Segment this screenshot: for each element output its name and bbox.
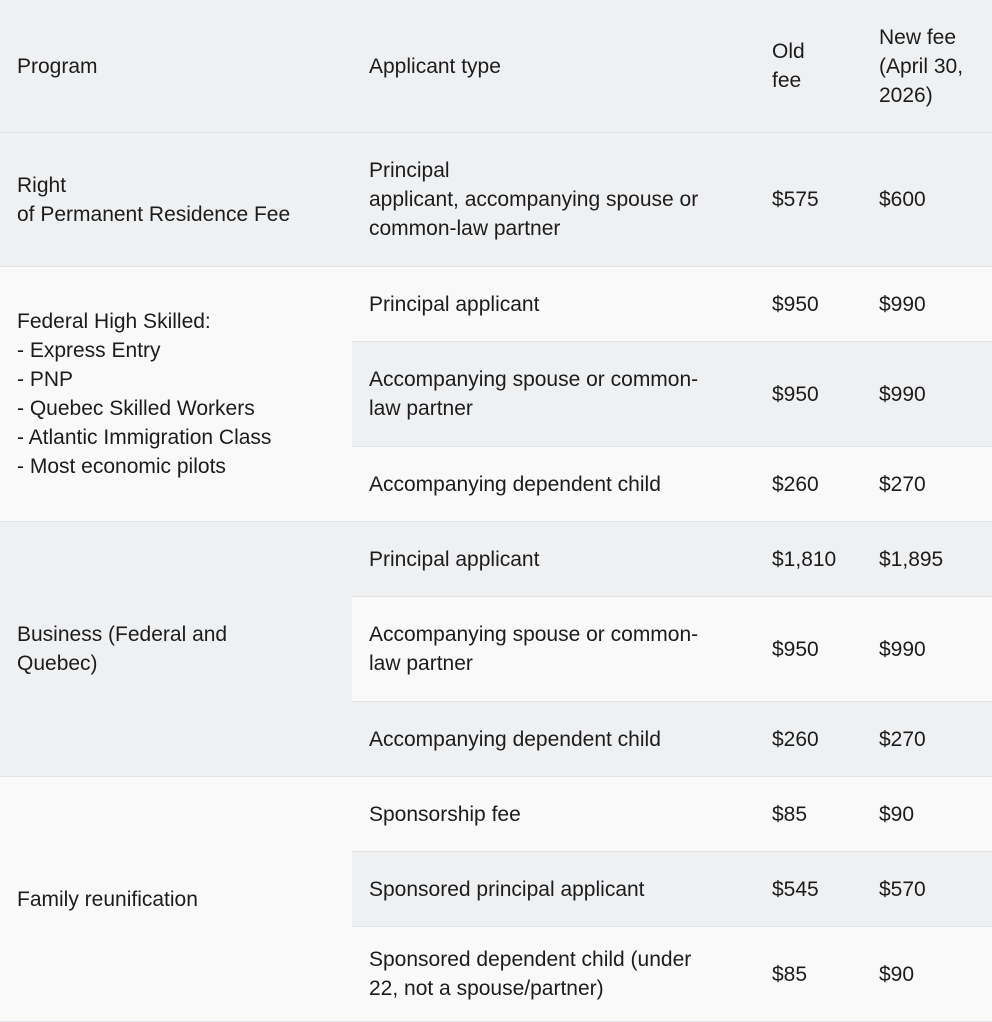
- header-new-fee-line: 2026): [879, 83, 933, 107]
- new-fee-cell: $570: [862, 852, 992, 927]
- applicant-type-cell: [352, 267, 755, 342]
- old-fee-cell: $260: [755, 447, 862, 522]
- program-text: Family reunification: [17, 887, 198, 911]
- applicant-type-text: Sponsored principal applicant: [369, 877, 645, 901]
- old-fee-cell: $260: [755, 702, 862, 777]
- header-program: Program: [0, 0, 352, 133]
- applicant-type-text: law partner: [369, 652, 473, 675]
- applicant-type-cell: [352, 133, 755, 267]
- program-text: - Most economic pilots: [17, 455, 226, 478]
- program-text: - Atlantic Immigration Class: [17, 426, 272, 449]
- applicant-type-cell: [352, 927, 755, 1022]
- table-row: [0, 267, 992, 342]
- applicant-type-cell: [352, 597, 755, 702]
- program-text: - PNP: [17, 368, 74, 391]
- new-fee-cell: $1,895: [862, 522, 992, 597]
- new-fee-cell: $270: [862, 702, 992, 777]
- old-fee-cell: $950: [755, 267, 862, 342]
- old-fee-cell: $85: [755, 927, 862, 1022]
- table-body: [0, 133, 992, 1022]
- new-fee-cell: $990: [862, 342, 992, 447]
- program-text: Business (Federal and: [17, 623, 228, 646]
- table-row: [0, 777, 992, 852]
- old-fee-cell: $85: [755, 777, 862, 852]
- program-cell: [0, 267, 352, 522]
- program-text: Quebec): [17, 652, 98, 675]
- header-applicant-type: Applicant type: [352, 0, 755, 133]
- old-fee-cell: $950: [755, 342, 862, 447]
- header-row: [0, 0, 992, 133]
- old-fee-cell: $575: [755, 133, 862, 267]
- header-old-fee-line: Old: [772, 40, 805, 63]
- applicant-type-text: Sponsorship fee: [369, 802, 521, 826]
- new-fee-cell: $270: [862, 447, 992, 522]
- new-fee-cell: $600: [862, 133, 992, 267]
- program-cell: [0, 522, 352, 777]
- program-text: - Quebec Skilled Workers: [17, 397, 255, 420]
- header-new-fee-line: (April 30,: [879, 54, 964, 78]
- header-new-fee-line: New fee: [879, 25, 957, 49]
- table-row: [0, 133, 992, 267]
- old-fee-cell: $1,810: [755, 522, 862, 597]
- applicant-type-text: Principal applicant: [369, 547, 540, 571]
- program-cell: [0, 133, 352, 267]
- applicant-type-cell: [352, 522, 755, 597]
- applicant-type-cell: [352, 777, 755, 852]
- old-fee-cell: $545: [755, 852, 862, 927]
- table-row: [0, 522, 992, 597]
- applicant-type-text: Principal applicant: [369, 292, 540, 316]
- applicant-type-text: law partner: [369, 397, 473, 420]
- applicant-type-text: common-law partner: [369, 217, 561, 240]
- applicant-type-cell: [352, 342, 755, 447]
- old-fee-cell: $950: [755, 597, 862, 702]
- program-text: of Permanent Residence Fee: [17, 202, 291, 226]
- program-text: Federal High Skilled:: [17, 310, 211, 333]
- header-new-fee: [862, 0, 992, 133]
- applicant-type-text: 22, not a spouse/partner): [369, 977, 604, 1000]
- header-old-fee-line: fee: [772, 69, 802, 92]
- new-fee-cell: $90: [862, 777, 992, 852]
- applicant-type-text: Accompanying spouse or common-: [369, 623, 699, 646]
- header-old-fee: [755, 0, 862, 133]
- applicant-type-text: Accompanying spouse or common-: [369, 368, 699, 391]
- new-fee-cell: $990: [862, 597, 992, 702]
- new-fee-cell: $90: [862, 927, 992, 1022]
- applicant-type-text: applicant, accompanying spouse or: [369, 188, 699, 211]
- applicant-type-cell: [352, 702, 755, 777]
- applicant-type-text: Accompanying dependent child: [369, 727, 661, 751]
- applicant-type-text: Accompanying dependent child: [369, 472, 661, 496]
- program-text: Right: [17, 173, 67, 197]
- applicant-type-cell: [352, 852, 755, 927]
- program-text: - Express Entry: [17, 339, 161, 362]
- applicant-type-text: Principal: [369, 159, 450, 182]
- program-cell: [0, 777, 352, 1022]
- applicant-type-cell: [352, 447, 755, 522]
- new-fee-cell: $990: [862, 267, 992, 342]
- applicant-type-text: Sponsored dependent child (under: [369, 948, 692, 971]
